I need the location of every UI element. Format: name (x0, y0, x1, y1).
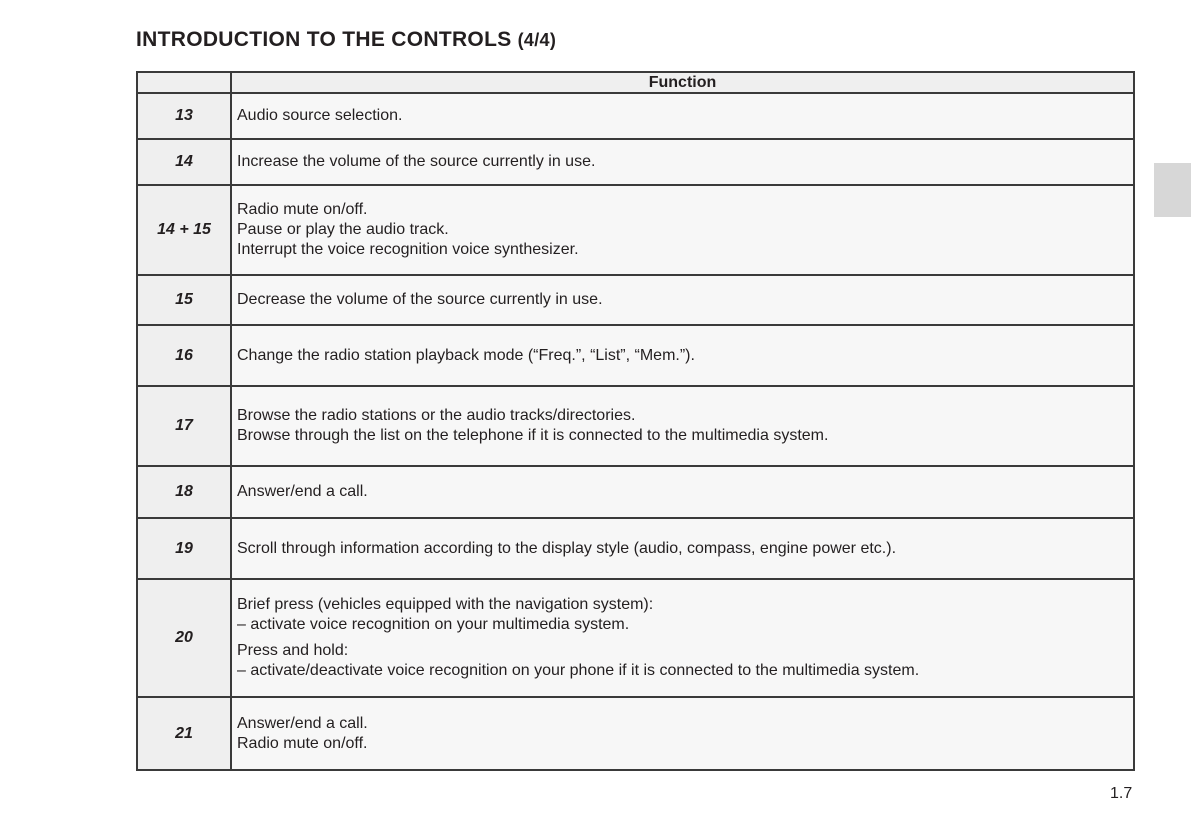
function-line: Audio source selection. (237, 107, 403, 124)
control-function (231, 466, 1134, 518)
control-number: 14 (137, 139, 231, 185)
control-number: 18 (137, 466, 231, 518)
section-tab (1154, 163, 1191, 217)
control-number: 13 (137, 93, 231, 139)
page-title-text: INTRODUCTION TO THE CONTROLS (136, 28, 512, 51)
function-line: – activate voice recognition on your multimedia system. (237, 616, 630, 633)
function-line: Scroll through information according to the display style (audio, compass, engine power etc.). (237, 539, 897, 557)
function-line: Browse through the list on the telephone if it is connected to the multimedia system. (237, 427, 829, 444)
header-function: Function (231, 72, 1134, 93)
control-number: 21 (137, 697, 231, 770)
control-function (231, 275, 1134, 325)
table-row (137, 185, 1134, 275)
table-row (137, 697, 1134, 770)
control-function (231, 185, 1134, 275)
control-function (231, 579, 1134, 697)
function-line: Answer/end a call. (237, 483, 368, 500)
function-line: Radio mute on/off. (237, 734, 368, 752)
page-title-part: (4/4) (517, 30, 557, 50)
control-number: 17 (137, 386, 231, 466)
control-number: 15 (137, 275, 231, 325)
control-function (231, 325, 1134, 386)
table-row (137, 325, 1134, 386)
function-line: Press and hold: (237, 642, 349, 659)
control-number: 14 + 15 (137, 185, 231, 275)
function-line: Change the radio station playback mode (“Freq.”, “List”, “Mem.”). (237, 346, 695, 364)
function-line: – activate/deactivate voice recognition on your phone if it is connected to the multimedia system. (237, 662, 920, 679)
function-line: Pause or play the audio track. (237, 221, 449, 238)
function-line: Interrupt the voice recognition voice synthesizer. (237, 241, 579, 258)
control-number: 20 (137, 579, 231, 697)
control-function (231, 386, 1134, 466)
table-header-row (137, 72, 1134, 93)
control-function (231, 93, 1134, 139)
table-row (137, 518, 1134, 579)
control-number: 19 (137, 518, 231, 579)
table-row (137, 275, 1134, 325)
control-number: 16 (137, 325, 231, 386)
controls-table (136, 71, 1135, 771)
control-function (231, 518, 1134, 579)
control-function (231, 697, 1134, 770)
function-line: Radio mute on/off. (237, 201, 368, 218)
table-row (137, 93, 1134, 139)
page-number: 1.7 (1110, 785, 1133, 802)
table-row (137, 579, 1134, 697)
function-line: Decrease the volume of the source currently in use. (237, 291, 603, 308)
function-line: Increase the volume of the source currently in use. (237, 153, 596, 170)
table-row (137, 466, 1134, 518)
function-line: Browse the radio stations or the audio tracks/directories. (237, 407, 636, 424)
table-row (137, 139, 1134, 185)
table-row (137, 386, 1134, 466)
function-line: Brief press (vehicles equipped with the navigation system): (237, 596, 654, 613)
function-line: Answer/end a call. (237, 714, 368, 732)
page-title (136, 28, 556, 52)
header-number (137, 72, 231, 93)
control-function (231, 139, 1134, 185)
